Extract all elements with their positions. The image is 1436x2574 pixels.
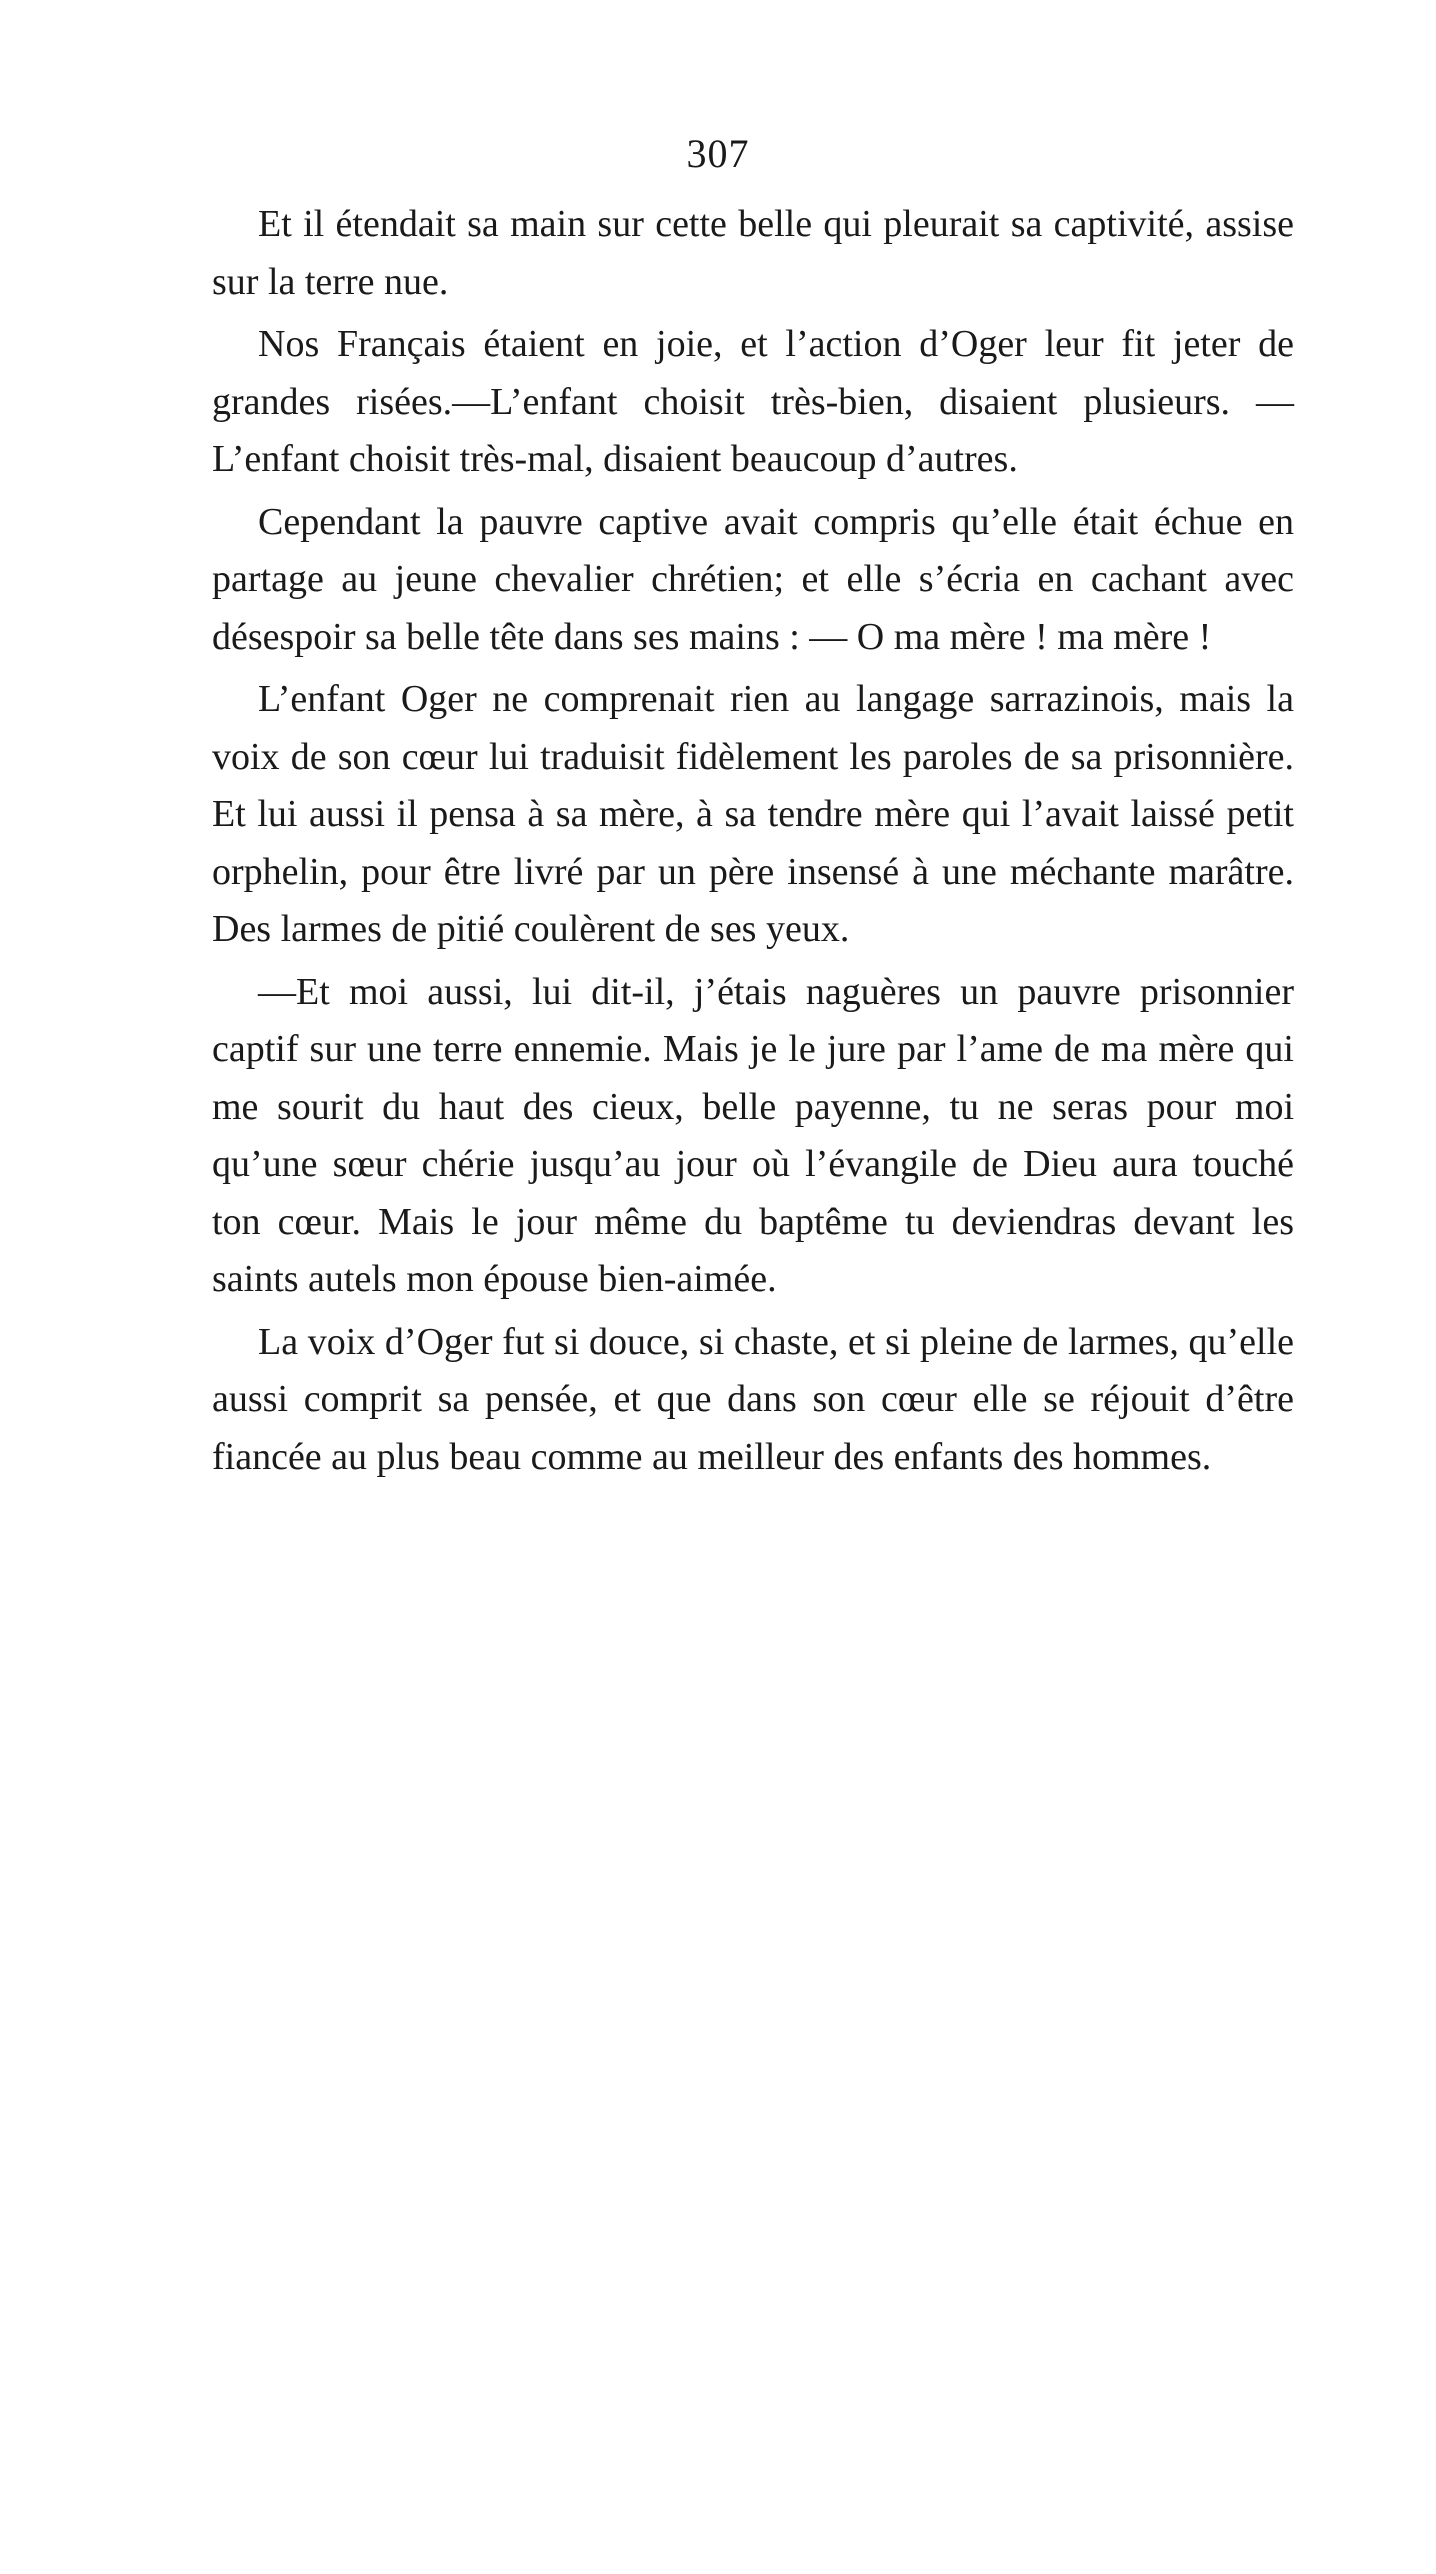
paragraph: L’enfant Oger ne comprenait rien au langage sarrazinois, mais la voix de son cœur lui traduisit fidèlement les paroles de sa prisonnière. Et lui aussi il pensa à sa mère, à sa tendre mère qui l’avait laissé petit orphelin, pour être livré par un père insensé à une méchante marâtre. Des larmes de pitié coulèrent de ses yeux. (212, 678, 1294, 950)
body-text (212, 196, 1294, 1491)
paragraph: —Et moi aussi, lui dit-il, j’étais naguères un pauvre prisonnier captif sur une terre ennemie. Mais je le jure par l’ame de ma mère qui me sourit du haut des cieux, belle payenne, tu ne seras pour moi qu’une sœur chérie jusqu’au jour où l’évangile de Dieu aura touché ton cœur. Mais le jour même du baptême tu deviendras devant les saints autels mon épouse bien-aimée. (212, 970, 1294, 1300)
page-number: 307 (686, 131, 750, 176)
paragraph: La voix d’Oger fut si douce, si chaste, et si pleine de larmes, qu’elle aussi comprit sa pensée, et que dans son cœur elle se réjouit d’être fiancée au plus beau comme au meilleur des enfants des hommes. (212, 1320, 1294, 1478)
paragraph: Et il étendait sa main sur cette belle qui pleurait sa captivité, assise sur la terre nue. (212, 203, 1294, 303)
paragraph: Nos Français étaient en joie, et l’action d’Oger leur fit jeter de grandes risées.—L’enfant choisit très-bien, disaient plusieurs. — L’enfant choisit très-mal, disaient beaucoup d’autres. (212, 323, 1294, 480)
paragraph: Cependant la pauvre captive avait compris qu’elle était échue en partage au jeune chevalier chrétien; et elle s’écria en cachant avec désespoir sa belle tête dans ses mains : — O ma mère ! ma mère ! (212, 500, 1294, 658)
